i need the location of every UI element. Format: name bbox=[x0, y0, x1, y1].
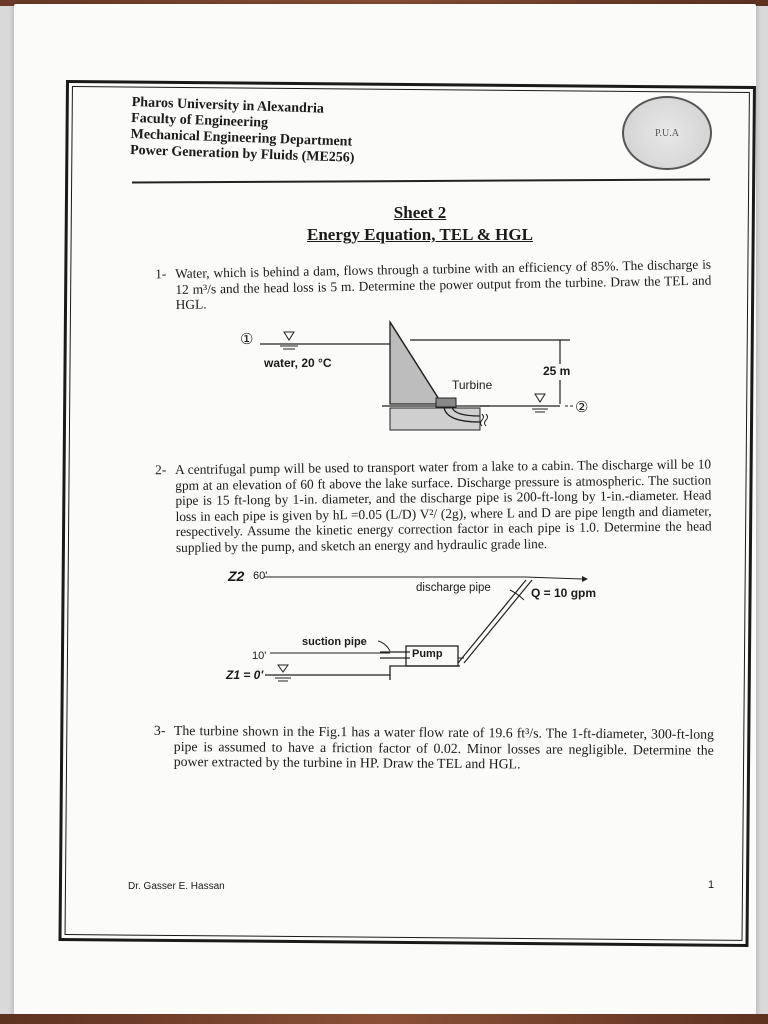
turbine-box bbox=[436, 398, 456, 407]
water-level-icon bbox=[284, 332, 294, 340]
turbine-label: Turbine bbox=[452, 378, 493, 392]
sheet-number: Sheet 2 bbox=[393, 203, 447, 222]
lake-level-icon bbox=[278, 665, 288, 672]
header-department: Mechanical Engineering Department bbox=[130, 126, 353, 150]
z1-label: Z1 = 0' bbox=[226, 668, 264, 682]
figure-dam-turbine bbox=[230, 318, 610, 438]
flow-rate-label: Q = 10 gpm bbox=[531, 586, 597, 600]
elevation-60-label: 60' bbox=[253, 570, 268, 582]
question-2-number: 2- bbox=[155, 462, 167, 478]
question-1-text: Water, which is behind a dam, flows through a turbine with an efficiency of 85%. The discharge is 12 m³/s and the head loss is 5 m. Determine the power output from the turbine. Draw the TEL and HGL. bbox=[175, 256, 712, 312]
water-temp-label: water, 20 °C bbox=[264, 356, 332, 370]
ground-block bbox=[390, 408, 480, 430]
question-3-number: 3- bbox=[153, 722, 166, 738]
point-2-label: ② bbox=[575, 399, 589, 416]
footer-author: Dr. Gasser E. Hassan bbox=[128, 881, 225, 892]
elevation-10-label: 10' bbox=[252, 650, 267, 662]
head-height-label: 25 m bbox=[543, 364, 571, 378]
header-course: Power Generation by Fluids (ME256) bbox=[129, 142, 355, 166]
tailwater-level-icon bbox=[535, 394, 545, 402]
suction-pipe-label: suction pipe bbox=[302, 636, 367, 648]
desk-edge-bottom bbox=[0, 1014, 768, 1024]
point-1-label: ① bbox=[240, 331, 254, 348]
pump-label: Pump bbox=[412, 648, 443, 660]
question-3 bbox=[153, 722, 714, 773]
header-university: Pharos University in Alexandria bbox=[131, 95, 325, 117]
question-1-number: 1- bbox=[155, 266, 167, 282]
question-1 bbox=[155, 256, 712, 313]
sheet-subject: Energy Equation, TEL & HGL bbox=[307, 225, 533, 244]
question-2 bbox=[155, 456, 712, 555]
question-2-text: A centrifugal pump will be used to transport water from a lake to a cabin. The discharge will be 10 gpm at an elevation of 60 ft above the lake surface. Discharge pressure is atmospheric. The suction pipe is 15 ft-long by 1-in. diameter, and the discharge pipe is 200-ft-long by 1-in.-diameter. Head loss in each pipe is given by hL =0.05 (L/D) V²/ (2g), where L and D are pipe length and diameter, respectively. Assume the kinetic energy correction factor in each pipe is 1.0. Determine the head supplied by the pump, and sketch an energy and hydraulic grade line. bbox=[175, 456, 712, 555]
sheet-title bbox=[250, 202, 590, 246]
header-faculty: Faculty of Engineering bbox=[130, 110, 269, 131]
university-seal-icon: P.U.A bbox=[622, 96, 712, 170]
page-number: 1 bbox=[708, 879, 715, 891]
institution-header bbox=[130, 95, 432, 169]
discharge-pipe-label: discharge pipe bbox=[416, 582, 491, 594]
z2-label: Z2 bbox=[228, 568, 245, 584]
question-3-text: The turbine shown in the Fig.1 has a water flow rate of 19.6 ft³/s. The 1-ft-diameter, 300-ft-long pipe is assumed to have a friction factor of 0.02. Minor losses are negligible. Determine the power extracted by the turbine in HP. Draw the TEL and HGL. bbox=[173, 723, 714, 772]
